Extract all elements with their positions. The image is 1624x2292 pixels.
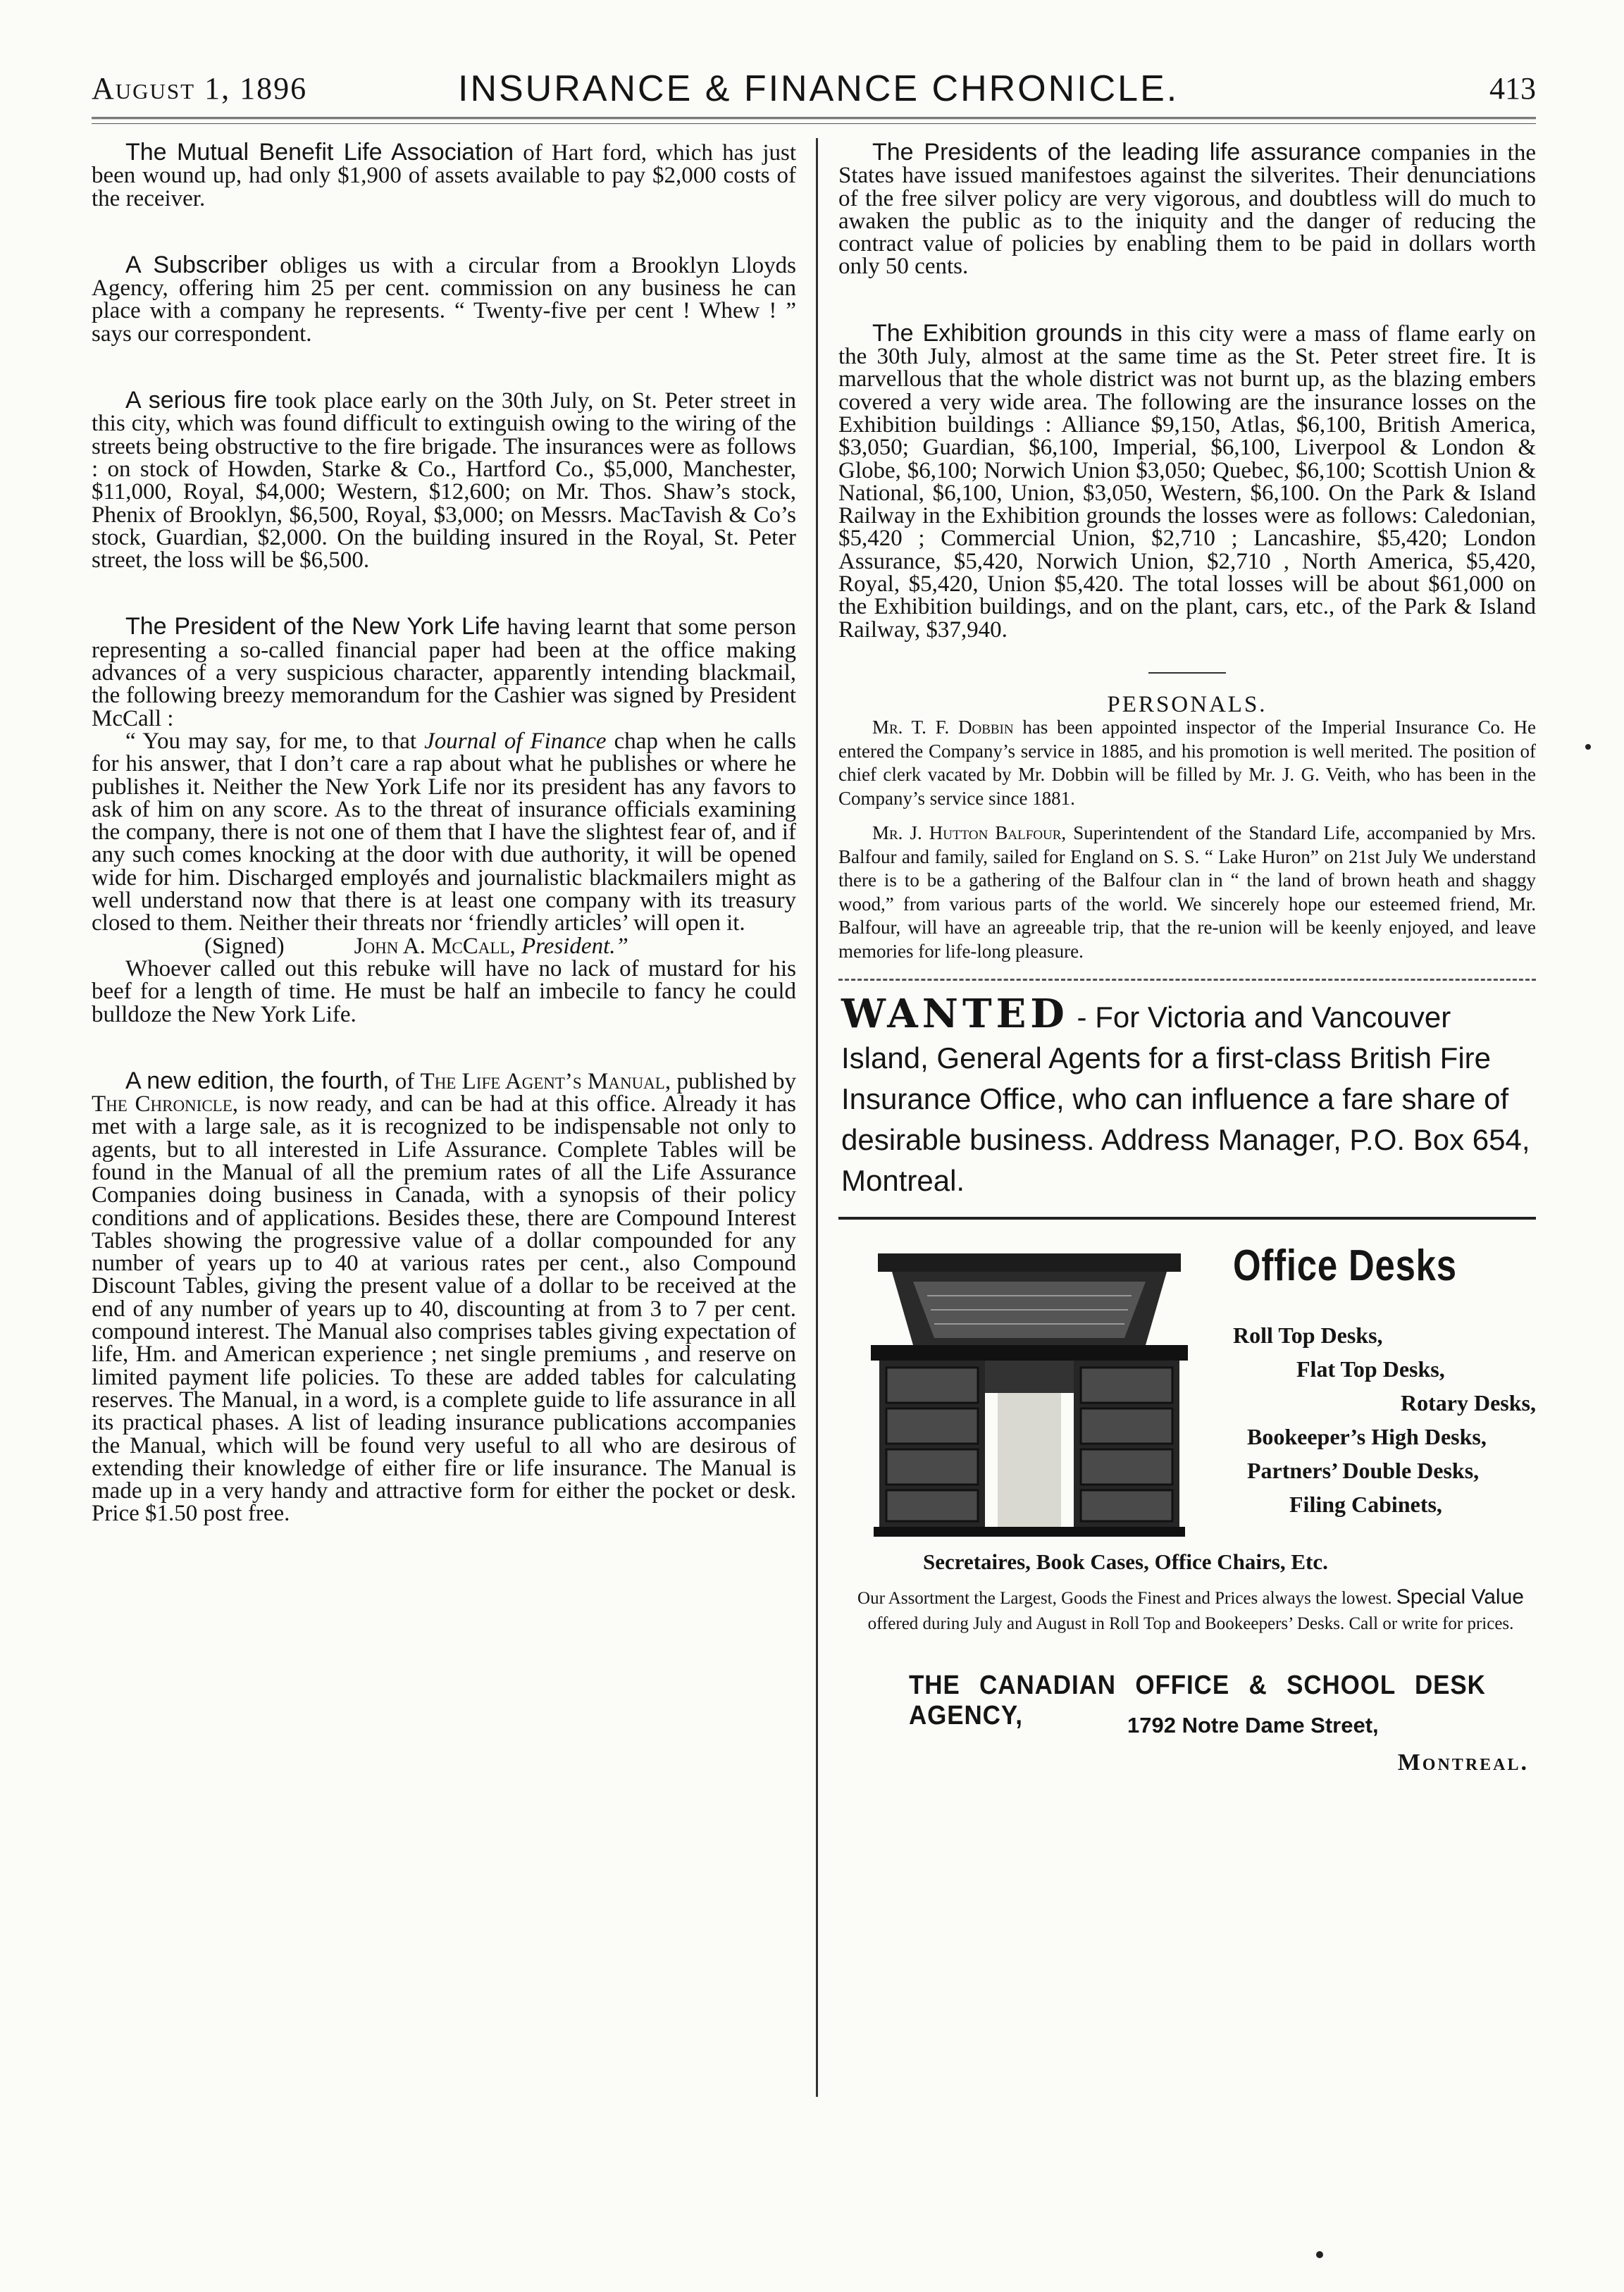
secondary-products: Secretaires, Book Cases, Office Chairs, Etc. [923, 1549, 1328, 1575]
special-value: Special Value [1396, 1585, 1524, 1609]
desk-list [1205, 1318, 1536, 1521]
page-header [92, 68, 1536, 110]
manual-title: The Life Agent’s Manual [420, 1068, 665, 1094]
desk-item: Filing Cabinets, [1289, 1492, 1442, 1518]
article-new-york-life [92, 615, 796, 729]
article-lead: A new edition, the fourth, [125, 1067, 390, 1094]
agency-name: THE CANADIAN OFFICE & SCHOOL DESK AGENCY, [909, 1671, 1486, 1731]
margin-dot [1585, 744, 1591, 750]
article-fire [92, 387, 796, 574]
article-lead: The President of the New York Life [125, 613, 500, 640]
journal-name: Journal of Finance [424, 728, 607, 754]
wanted-advert [838, 993, 1536, 1201]
chronicle-name: The Chronicle [92, 1091, 233, 1117]
article-rebuke: Whoever called out this rebuke will have no lack of mustard for his beef for a length of time. He must be half an imbecile to fancy he could bulldoze the New York Life. [92, 955, 796, 1027]
agency-street: 1792 Notre Dame Street, [1127, 1713, 1379, 1738]
article-body: in this city were a mass of flame early on the 30th July, almost at the same time as the St. Peter street fire. It is marvellous that the whole district was not burnt up, as the blazing embers covered a very wide area. The following are the insurance losses on the Exhibition buildings : Alliance $9,150, Atlas, $6,100, British America, $3,050; Guardian, $6,100, Imperial, $6,100, Liverpool & London & Globe, $6,100; Norwich Union $3,050; Quebec, $6,100; Scottish Union & National, $6,100, Union, $3,050, Western, $6,100. On the Park & Island Railway in the Exhibition grounds the losses were as follows: Caledonian, $5,420 ; Commercial Union, $2,710 ; Lancashire, $5,420; London Assurance, $5,420, Norwich Union, $2,710 , North America, $5,420, Royal, $5,420, Union $5,420. The total losses will be about $61,000 on the Exhibition buildings, and on the plant, cars, etc., of the Park & Island Railway, $37,940. [838, 321, 1536, 643]
memorandum-signature: (Signed) John A. McCall, President.” [204, 933, 628, 959]
article-body: obliges us with a circular from a Brooklyn Lloyds Agency, offering him 25 per cent. commission on any business he can place with a company he represents. “ Twenty-five per cent ! Whew ! ” says our correspondent. [92, 252, 796, 347]
article-body: , is now ready, and can be had at this office. Already it has met with a large sale, as it is recognized to be indispensable not only to agents, but to all interested in Life Assurance. Complete Tables will be found in the Manual of all the premium rates of all the Life Assurance Companies doing business in Canada, with a synopsis of their policy conditions and of applications. Besides these, there are Compound Interest Tables showing the progressive value of a dollar compounded for any number of years up to 40 at various rates per cent., also Compound Discount Tables, giving the present value of a dollar to be received at the end of any number of years up to 40, discounting at from 3 to 7 per cent. compound interest. The Manual also comprises tables giving expectation of life, Hm. and American experience ; net single premiums , and reserve on limited payment life policies. To these are added tables for calculating reserves. The Manual, in a word, is a complete guide to life assurance in all its practical phases. A list of leading insurance publications accompanies the Manual, which will be found very useful to all who are desirous of extending their knowledge of either fire or life insurance. The Manual is made up in a very handy and attractive form for either the pocket or desk. Price $1.50 post free. [92, 1091, 796, 1527]
person-name: Mr. T. F. Dobbin [872, 717, 1014, 738]
agency-city: Montreal. [1397, 1749, 1529, 1776]
desk-item: Partners’ Double Desks, [1247, 1458, 1480, 1484]
desk-item: Bookeeper’s High Desks, [1247, 1424, 1487, 1450]
publication-title: INSURANCE & FINANCE CHRONICLE. [458, 68, 1179, 109]
dashed-rule [838, 979, 1536, 981]
personal-balfour: Mr. J. Hutton Balfour, Superintendent of the Standard Life, accompanied by Mrs. Balfour and family, sailed for England on S. S. “ Lake Huron” on 21st July We understand there is to be a gathering of the Balfour clan in “ the land of brown heath and shaggy wood,” from various parts of the world. We sincerely hope our esteemed friend, Mr. Balfour, will have an agreeable trip, that the re-union will be keenly enjoyed, and leave memories for life-long pleasure. [838, 822, 1536, 962]
article-lead: A Subscriber [125, 251, 268, 278]
signatory-name: John A. McCall, [354, 933, 516, 959]
article-lead: A serious fire [125, 387, 268, 414]
article-subscriber [92, 251, 796, 347]
article-body: having learnt that some person representing a so-called financial paper had been at the office making advances of a very suspicious character, apparently intending blackmail, the following breezy memorandum for the Cashier was signed by President McCall : [92, 614, 797, 731]
article-mutual-benefit [92, 141, 796, 210]
left-column [92, 141, 796, 1525]
assortment-note: Our Assortment the Largest, Goods the Finest and Prices always the lowest. Special Value offered during July and August in Roll Top and Bookeepers’ Desks. Call or write for prices. [857, 1585, 1524, 1634]
office-desks-advert [838, 1220, 1536, 1797]
right-column [838, 141, 1536, 1797]
personal-dobbin: Mr. T. F. Dobbin has been appointed inspector of the Imperial Insurance Co. He entered the Company’s service in 1885, and his promotion is well merited. The position of chief clerk vacated by Mr. Dobbin will be filled by Mr. J. G. Veith, who has been in the Company’s service since 1881. [838, 717, 1536, 809]
article-exhibition-fire [838, 319, 1536, 643]
article-lead: The Presidents of the leading life assurance [872, 139, 1361, 166]
article-silverites [838, 141, 1536, 278]
desk-item: Roll Top Desks, [1233, 1322, 1383, 1349]
person-name: Mr. J. Hutton Balfour, [872, 822, 1067, 844]
desk-item: Rotary Desks, [1401, 1390, 1536, 1416]
memorandum-quote: “ You may say, for me, to that Journal of Finance chap when he calls for his answer, that I don’t care a rap about what he publishes or where he publishes it. Neither the New York Life nor its president has any favors to ask of him on any score. As to the threat of insurance officials examining the company, there is not one of them that I have the slightest fear of, and if any such comes knocking at the door with due authority, it will be opened wide for him. Discharged employés and journalistic blackmailers might as well understand now that there is at least one company with its treasury closed to them. Neither their threats nor ‘friendly articles’ will open it. [92, 728, 796, 936]
section-rule [1148, 672, 1226, 674]
header-rule [92, 117, 1536, 124]
desk-item: Flat Top Desks, [1296, 1356, 1445, 1382]
article-body: took place early on the 30th July, on St. Peter street in this city, which was found difficult to extinguish owing to the wiring of the streets being obstructive to the fire brigade. The insurances were as follows : on stock of Howden, Starke & Co., Hartford Co., $5,000, Manchester, $11,000, Royal, $4,000; Western, $12,600; on Mr. Thos. Shaw’s stock, Phenix of Brooklyn, $6,500, Royal, $3,000; on Messrs. MacTavish & Co’s stock, Guardian, $2,000. On the building insured in the Royal, St. Peter street, the loss will be $6,500. [92, 388, 796, 574]
page-number: 413 [1489, 71, 1536, 106]
article-body: companies in the States have issued manifestoes against the silverites. Their denunciations of the free silver policy are very vigorous, and doubtless will do much to awaken the public as to the iniquity and the danger of reducing the contract value of policies by enabling them to be paid in dollars worth only 50 cents. [838, 140, 1536, 280]
personals-heading: PERSONALS. [1107, 691, 1267, 717]
wanted-heading: WANTED [841, 991, 1069, 1038]
article-body: of Hart ford, which has just been wound up, had only $1,900 of assets available to pay $2,000 costs of the receiver. [92, 140, 796, 211]
page-dot [1316, 2251, 1323, 2258]
issue-date: August 1, 1896 [92, 71, 308, 106]
article-lead: The Exhibition grounds [872, 319, 1122, 347]
wanted-text: - For Victoria and Vancouver Island, General Agents for a first-class British Fire Insurance Office, who can influence a fare share of desirable business. Address Manager, P.O. Box 654, Montreal. [841, 1001, 1530, 1198]
article-lead: The Mutual Benefit Life Association [125, 139, 514, 166]
article-manual-edition: A new edition, the fourth, of The Life Agent’s Manual, published by The Chronicle, is now ready, and can be had at this office. Already it has met with a large sale, as it is recognized to be indispensable not only to agents, but to all interested in Life Assurance. Complete Tables will be found in the Manual of all the premium rates of all the Life Assurance Companies doing business in Canada, with a synopsis of their policy conditions and of applications. Besides these, there are Compound Interest Tables showing the progressive value of a dollar compounded for any number of years up to 40 at various rates per cent., also Compound Discount Tables, giving the present value of a dollar to be received at the end of any number of years up to 40, discounting at from 3 to 7 per cent. compound interest. The Manual also comprises tables giving expectation of life, Hm. and American experience ; net single premiums , and reserve on limited payment life policies. To these are added tables for calculating reserves. The Manual, in a word, is a complete guide to life assurance in all its practical phases. A list of leading insurance publications accompanies the Manual, which will be found very useful to all who are desirous of extending their knowledge of either fire or life insurance. The Manual is made up in a very handy and attractive form for either the pocket or desk. Price $1.50 post free. [92, 1067, 797, 1527]
advert-title: Office Desks [1233, 1241, 1457, 1291]
column-divider [816, 138, 818, 2097]
roll-top-desk-illustration [864, 1239, 1195, 1542]
